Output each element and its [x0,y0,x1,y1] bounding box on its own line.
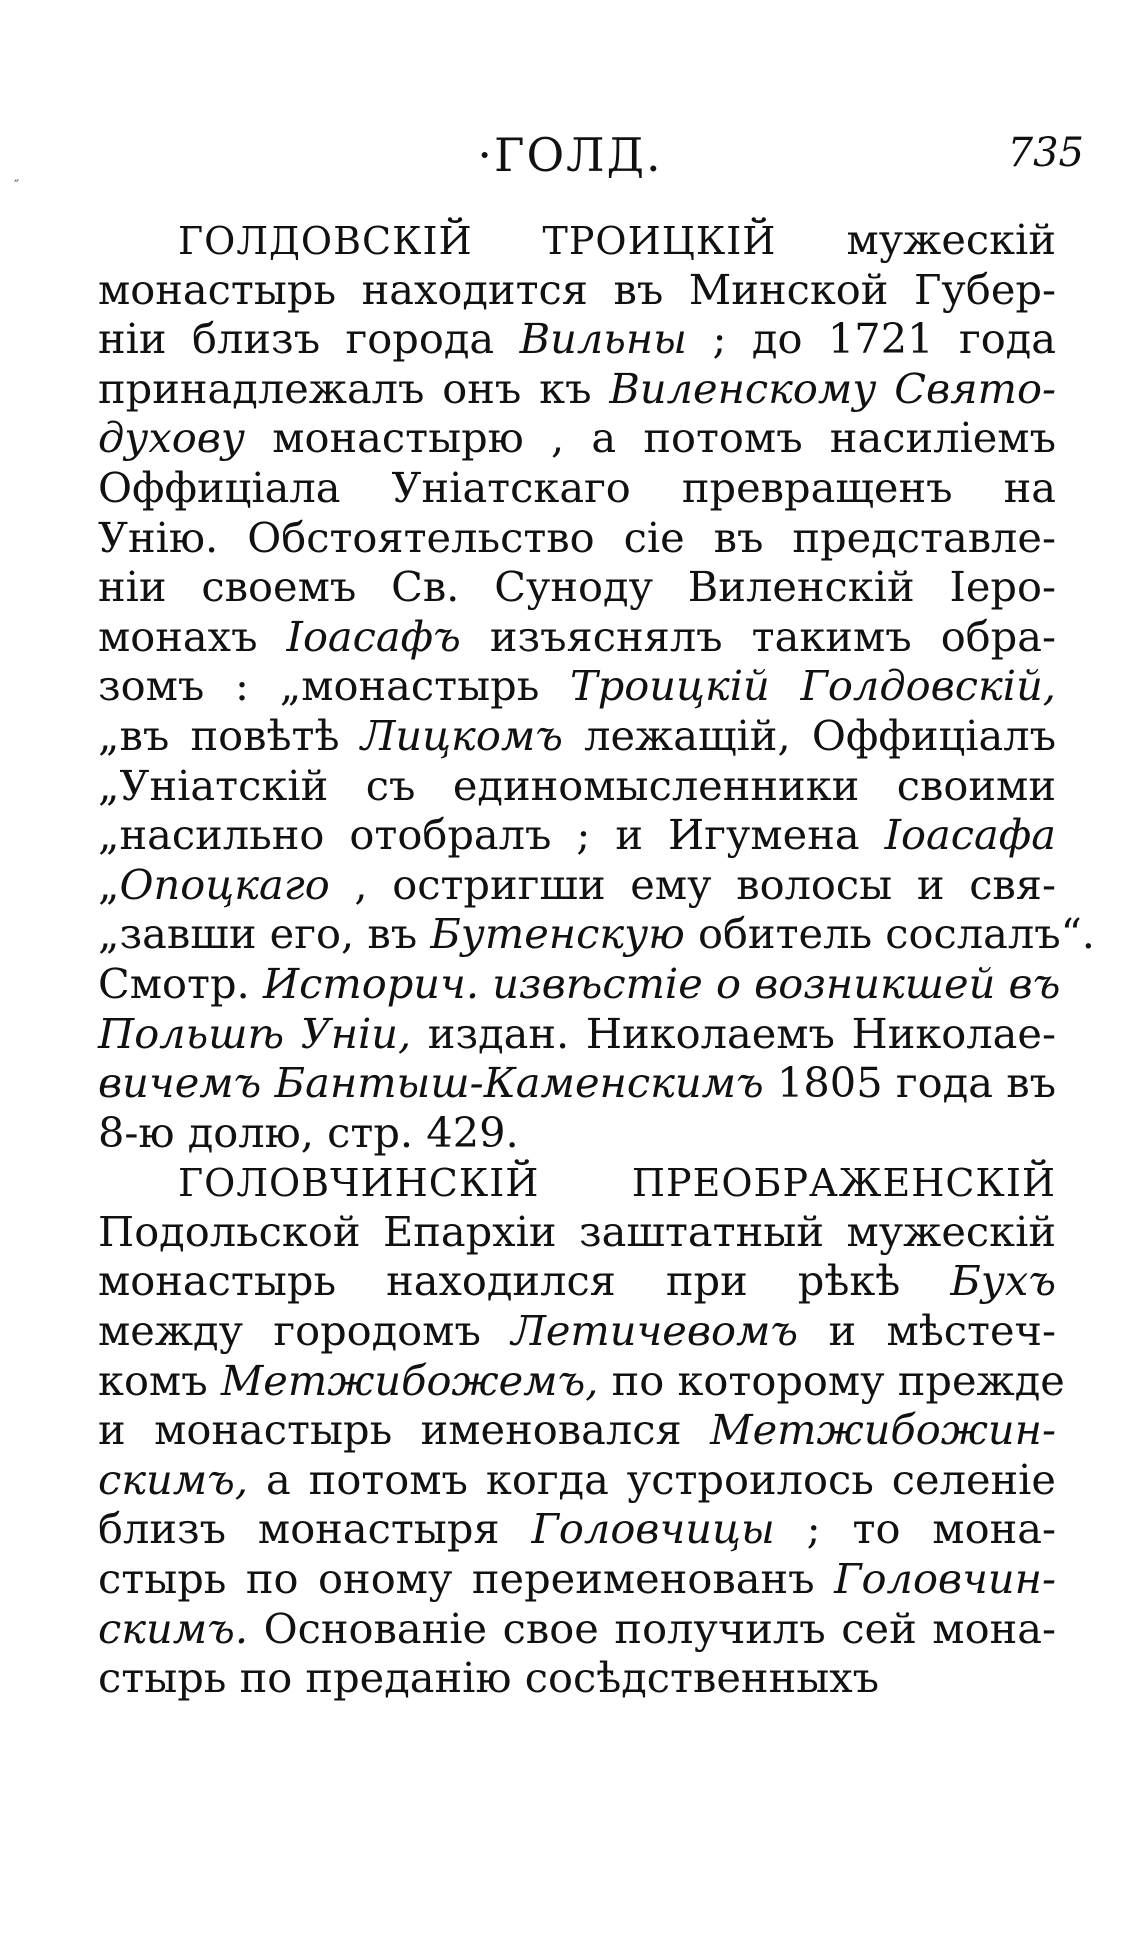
text-segment: монахъ [98,611,287,661]
text-segment: издан. Николаемъ Николае- [411,1008,1056,1058]
italic-segment: Іоасафа [884,810,1056,860]
italic-segment: Головчицы [531,1504,775,1554]
text-line [98,661,1056,711]
text-segment: Смотр. [98,958,263,1008]
text-line [98,1604,1056,1654]
text-line [98,1653,1056,1703]
text-line [98,1256,1056,1306]
text-segment: по которому прежде [598,1355,1065,1405]
text-line [98,860,1056,910]
text-segment: ГОЛДОВСКІЙ ТРОИЦКІЙ [178,219,777,263]
text-segment: стырь по преданію сосѣдственныхъ [98,1653,880,1703]
text-line [98,215,1056,265]
text-segment: монастырь находится въ Минской Губер- [98,264,1056,314]
text-segment: обитель сослалъ“. [684,909,1096,959]
text-segment: Оффиціала Уніатскаго превращенъ на [98,462,1056,512]
italic-segment: Троицкій Голдовскій, [570,661,1057,711]
italic-segment: Метжибожемъ, [220,1355,599,1405]
italic-segment: Вильны [519,314,687,364]
text-line [98,909,1096,959]
text-line [98,513,1056,563]
text-line [98,1554,1056,1604]
text-segment: „завши его, въ [98,909,431,959]
text-segment: лежащій, Оффиціалъ [562,710,1056,760]
italic-segment: Опоцкаго [119,859,330,909]
text-segment: ГОЛОВЧИНСКІЙ ПРЕОБРАЖЕНСКІЙ [178,1161,1056,1206]
text-segment: ніи близъ города [98,314,520,364]
italic-segment: Историч. извѣстіе о возникшей въ [262,958,1061,1008]
text-segment: ; то мона- [774,1504,1056,1554]
text-segment: ; до 1721 года [686,314,1056,364]
italic-segment: Летичевомъ [511,1306,799,1356]
italic-segment: духову [98,413,245,463]
text-segment: Основаніе свое получилъ сей мона- [248,1603,1056,1653]
text-segment: Подольской Епархіи заштатный мужескій [98,1206,1056,1256]
text-segment: 8-ю долю, стр. 429. [98,1107,519,1157]
text-line [98,314,1056,364]
italic-segment: Виленскому Свято- [609,363,1056,413]
text-segment: „въ повѣтѣ [98,710,361,760]
text-segment: , остригши ему волосы и свя- [329,859,1056,909]
text-segment: а потомъ когда устроилось селеніе [248,1454,1056,1504]
text-line [98,413,1056,463]
italic-segment: Лицкомъ [360,710,563,760]
text-line [98,1306,1056,1356]
text-segment: близъ монастыря [98,1504,532,1554]
text-segment: ніи своемъ Св. Суноду Виленскій Іеро- [98,562,1056,612]
text-line [98,265,1056,315]
text-line [98,1207,1056,1257]
text-segment: изъяснялъ такимъ обра- [460,611,1056,661]
text-segment: зомъ : „монастырь [98,661,571,711]
running-head: ·ГОЛД. [477,128,663,182]
text-segment: и мѣстеч- [798,1306,1056,1356]
text-line [98,562,1056,612]
text-line [98,810,1056,860]
italic-segment: скимъ. [98,1603,249,1653]
text-segment: Унію. Обстоятельство сіе въ представле- [98,512,1056,562]
italic-segment: вичемъ Бантыш-Каменскимъ [98,1058,764,1108]
italic-segment: Польшѣ Уніи, [98,1008,412,1058]
text-segment: принадлежалъ онъ къ [98,363,610,413]
text-line [98,1157,1056,1207]
margin-mark: ″ [14,178,20,194]
text-line [98,1009,1056,1059]
text-line [98,761,1056,811]
text-line [98,1058,1056,1108]
text-segment: монастырю , а потомъ насиліемъ [245,413,1056,463]
text-line [98,1355,1065,1406]
text-segment: „насильно отобралъ ; и Игумена [98,810,885,860]
text-line [98,711,1056,761]
text-segment: монастырь находился при рѣкѣ [98,1256,951,1306]
italic-segment: Головчин- [834,1554,1056,1604]
text-segment: 1805 года въ [763,1058,1057,1108]
italic-segment: скимъ, [98,1454,249,1504]
text-line [98,612,1056,662]
text-line [98,1504,1056,1554]
italic-segment: Іоасафъ [286,611,461,661]
text-segment: „ [98,859,120,909]
italic-segment: Бухъ [950,1256,1056,1306]
text-segment: „Уніатскій съ единомысленники своими [98,760,1056,810]
italic-segment: Метжибожин- [710,1405,1056,1455]
text-line [98,1108,1056,1158]
text-line [98,1455,1056,1505]
page-number: 735 [1007,130,1084,176]
text-line [98,958,1061,1009]
text-line [98,1405,1056,1455]
text-segment: и монастырь именовался [98,1405,711,1455]
text-segment: стырь по оному переименованъ [98,1554,835,1604]
text-line [98,364,1056,414]
italic-segment: Бутенскую [430,909,685,959]
text-segment: мужескій [776,215,1056,264]
text-segment: комъ [98,1355,221,1405]
body-text [98,215,1096,1703]
text-segment: между городомъ [98,1306,512,1356]
text-line [98,463,1056,513]
